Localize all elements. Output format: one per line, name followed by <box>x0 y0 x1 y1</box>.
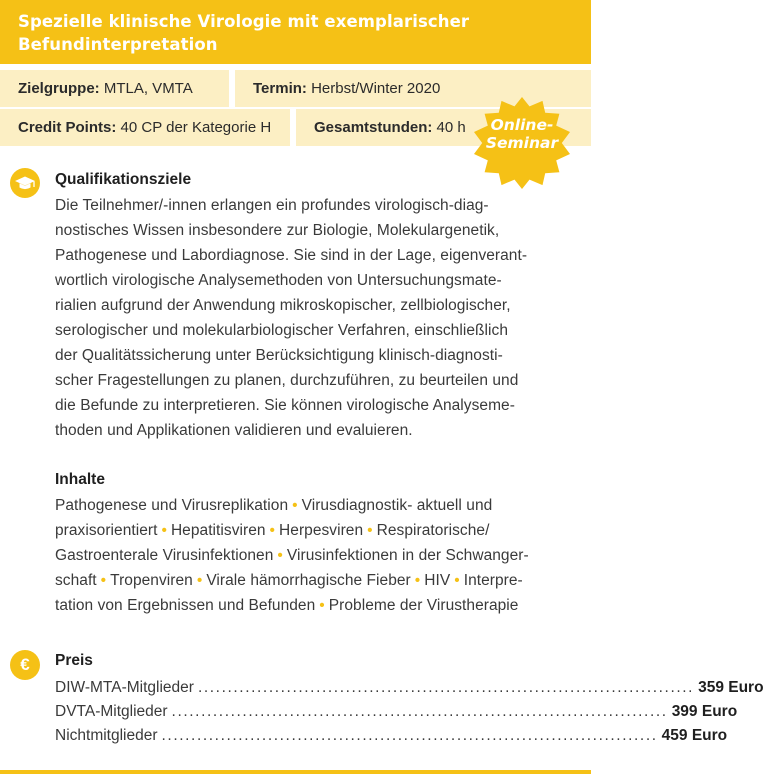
topic: Interpre- <box>463 572 523 589</box>
price-label: DVTA-Mitglieder <box>55 703 168 720</box>
topic: Gastroenterale Virusinfektionen <box>55 547 274 564</box>
price-row-nichtmitglieder <box>55 723 728 748</box>
inhalte-heading: Inhalte <box>55 471 105 488</box>
bullet-separator: • <box>367 522 373 539</box>
text-line: der Qualitätssicherung unter Berücksichtigung klinisch-diagnosti- <box>55 347 503 364</box>
course-title-line-1: Spezielle klinische Virologie mit exemplarischer <box>18 12 470 31</box>
topic: Virale hämorrhagische Fieber <box>206 572 411 589</box>
dot-leader: .................................................................................... <box>161 727 658 744</box>
bottom-divider <box>0 770 591 774</box>
bullet-separator: • <box>277 547 283 564</box>
zielgruppe-value: MTLA, VMTA <box>103 80 193 97</box>
termin-value: Herbst/Winter 2020 <box>311 80 441 97</box>
course-title-line-2: Befundinterpretation <box>18 35 218 54</box>
gesamtstunden-value: 40 h <box>436 119 466 136</box>
text-line <box>55 568 555 593</box>
gesamtstunden-label: Gesamtstunden: <box>314 119 433 136</box>
euro-icon <box>10 650 40 680</box>
termin-label: Termin: <box>253 80 307 97</box>
topic: Probleme der Virustherapie <box>328 597 519 614</box>
price-value: 459 Euro <box>661 727 728 744</box>
bullet-separator: • <box>319 597 325 614</box>
bullet-separator: • <box>454 572 460 589</box>
price-row-dvta <box>55 699 738 724</box>
dot-leader: .................................................................................... <box>197 679 695 696</box>
header-bar <box>0 0 591 64</box>
topic: HIV <box>424 572 451 589</box>
text-line <box>55 518 555 543</box>
text-line: die Befunde zu interpretieren. Sie können virologische Analyseme- <box>55 397 515 414</box>
price-value: 399 Euro <box>671 703 738 720</box>
text-line: thoden und Applikationen validieren und evaluieren. <box>55 422 413 439</box>
topic: Respiratorische/ <box>376 522 490 539</box>
topic: Hepatitisviren <box>170 522 266 539</box>
topic: Virusinfektionen in der Schwanger- <box>286 547 529 564</box>
price-value: 359 Euro <box>698 679 764 696</box>
topic: tation von Ergebnissen und Befunden <box>55 597 316 614</box>
topic: schaft <box>55 572 97 589</box>
zielgruppe-label: Zielgruppe: <box>18 80 100 97</box>
text-line <box>55 493 555 518</box>
topic: Herpesviren <box>279 522 364 539</box>
text-line: nostisches Wissen insbesondere zur Biologie, Molekulargenetik, <box>55 222 500 239</box>
text-line: scher Fragestellungen zu planen, durchzuführen, zu beurteilen und <box>55 372 519 389</box>
bullet-separator: • <box>196 572 203 589</box>
credit-points-cell <box>0 109 290 146</box>
text-line <box>55 593 555 618</box>
price-row-diw-mta <box>55 675 764 700</box>
bullet-separator: • <box>161 522 167 539</box>
topic: Virusdiagnostik- aktuell und <box>301 497 493 514</box>
zielgruppe-cell <box>0 70 229 107</box>
bullet-separator: • <box>414 572 421 589</box>
preis-heading: Preis <box>55 652 93 669</box>
text-line: Pathogenese und Labordiagnose. Sie sind in der Lage, eigenverant- <box>55 247 528 264</box>
price-label: Nichtmitglieder <box>55 727 158 744</box>
text-line: rialien aufgrund der Anwendung mikroskopischer, zellbiologischer, <box>55 297 511 314</box>
topic: Tropenviren <box>110 572 193 589</box>
qualifikationsziele-text <box>55 193 555 443</box>
topic: praxisorientiert <box>55 522 158 539</box>
text-line: Die Teilnehmer/-innen erlangen ein profundes virologisch-diag- <box>55 197 489 214</box>
credit-points-value: 40 CP der Kategorie H <box>120 119 272 136</box>
dot-leader: .................................................................................... <box>171 703 668 720</box>
euro-glyph: € <box>20 655 30 674</box>
badge-line-2: Seminar <box>485 134 559 152</box>
qualifikationsziele-heading: Qualifikationsziele <box>55 171 192 188</box>
badge-line-1: Online- <box>490 116 554 134</box>
text-line: serologischer und molekularbiologischer Verfahren, einschließlich <box>55 322 508 339</box>
bullet-separator: • <box>292 497 298 514</box>
graduation-cap-icon <box>10 168 40 198</box>
bullet-separator: • <box>100 572 107 589</box>
topic: Pathogenese und Virusreplikation <box>55 497 289 514</box>
bullet-separator: • <box>269 522 276 539</box>
text-line: wortlich virologische Analysemethoden von Untersuchungsmate- <box>55 272 502 289</box>
credit-points-label: Credit Points: <box>18 119 117 136</box>
online-seminar-badge <box>468 97 576 189</box>
inhalte-text <box>55 493 555 618</box>
price-label: DIW-MTA-Mitglieder <box>55 679 194 696</box>
text-line <box>55 543 555 568</box>
